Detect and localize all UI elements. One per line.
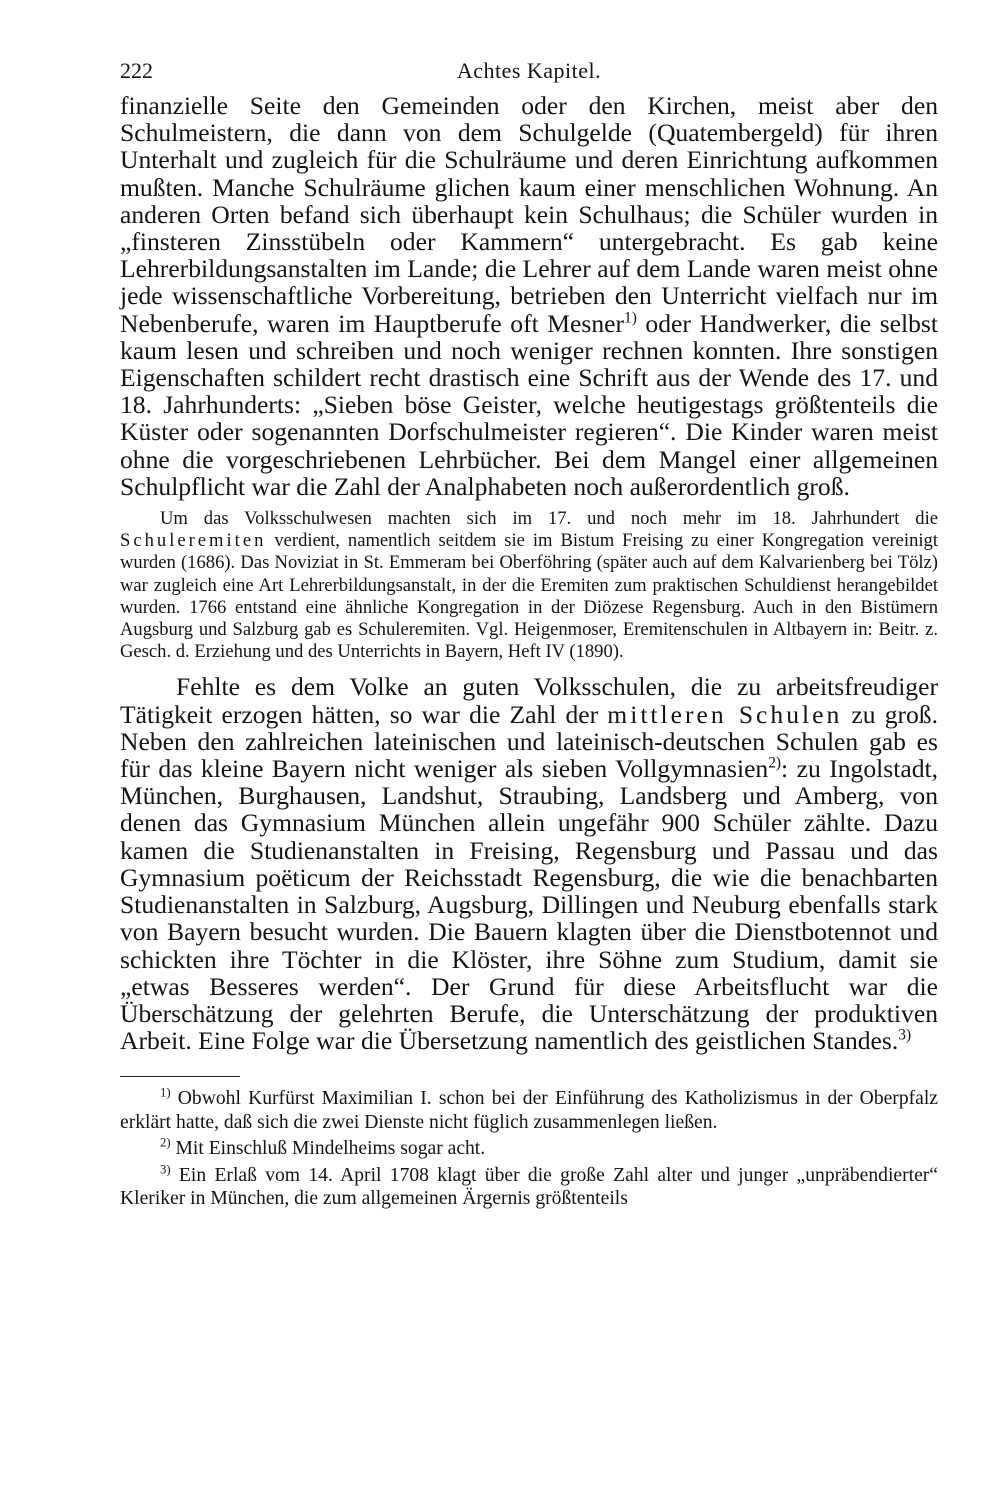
paragraph-text: verdient, namentlich seitdem sie im Bistum Freising zu einer Kongregation vereinigt wurden (1686). Das Noviziat in St. Emmeram bei Oberföhring (später auch auf dem Kalvarienberg bei Tölz) war zugleich eine Art Lehrerbildungsanstalt, in der die Eremiten zum praktischen Schuldienst herangebildet wurden. 1766 entstand eine ähnliche Kongregation in der Diözese Regensburg. Auch in den Bistümern Augsburg und Salzburg gab es Schuleremiten. Vgl. Heigenmoser, Eremitenschulen in Altbayern in: Beitr. z. Gesch. d. Erziehung und des Unterrichts in Bayern, Heft IV (1890).	[120, 530, 938, 663]
small-print-paragraph	[120, 508, 938, 663]
footnote-marker: 1)	[160, 1085, 171, 1100]
body-paragraph-2	[120, 673, 938, 1054]
footnote-text: Obwohl Kurfürst Maximilian I. schon bei der Einführung des Katholizismus in der Oberpfalz erklärt hatte, daß sich die zwei Dienste nicht füglich zusammenlegen ließen.	[120, 1088, 938, 1133]
footnote-marker: 2)	[160, 1135, 171, 1150]
book-page	[120, 58, 938, 1213]
emphasized-term: Schuleremiten	[120, 530, 267, 552]
paragraph-text: Fehlte es dem Volke an guten Volksschulen, die zu arbeitsfreudiger Tätigkeit erzogen hätten, so war die Zahl der	[120, 672, 938, 729]
footnote-text: Mit Einschluß Mindelheims sogar acht.	[170, 1138, 486, 1160]
footnote-1	[120, 1087, 938, 1134]
paragraph-text: oder Handwerker, die selbst kaum lesen und schreiben und noch weniger rechnen konnten. Ihre sonstigen Eigenschaften schildert recht drastisch eine Schrift aus der Wende des 17. und 18. Jahrhunderts: „Sieben böse Geister, welche heutigestags größtenteils die Küster oder sogenannten Dorfschulmeister regieren“. Die Kinder waren meist ohne die vorgeschriebenen Lehrbücher. Bei dem Mangel einer allgemeinen Schulpflicht war die Zahl der Analphabeten noch außerordentlich groß.	[120, 308, 938, 501]
paragraph-text: : zu Ingolstadt, München, Burghausen, Landshut, Straubing, Landsberg und Amberg, von denen das Gymnasium München allein ungefähr 900 Schüler zählte. Dazu kamen die Studienanstalten in Freising, Regensburg und Passau und das Gymnasium poëticum der Reichsstadt Regensburg, die wie die benachbarten Studienanstalten in Salzburg, Augsburg, Dillingen und Neuburg ebenfalls stark von Bayern besucht wurden. Die Bauern klagten über die Dienstbotennot und schickten ihre Töchter in die Klöster, ihre Söhne zum Studium, damit sie „etwas Besseres werden“. Der Grund für diese Arbeitsflucht war die Überschätzung der gelehrten Berufe, die Unterschätzung der produktiven Arbeit. Eine Folge war die Übersetzung namentlich des geistlichen Standes.	[120, 754, 939, 1056]
page-number: 222	[120, 58, 153, 83]
paragraph-text: finanzielle Seite den Gemeinden oder den Kirchen, meist aber den Schulmeistern, die dann von dem Schulgelde (Quatembergeld) für ihren Unterhalt und zugleich für die Schulräume und deren Einrichtung aufkommen mußten. Manche Schulräume glichen kaum einer menschlichen Wohnung. An anderen Orten befand sich überhaupt kein Schulhaus; die Schüler wurden in „finsteren Zinsstübeln oder Kammern“ untergebracht. Es gab keine Lehrerbildungsanstalten im Lande; die Lehrer auf dem Lande waren meist ohne jede wissenschaftliche Vorbereitung, betrieben den Unterricht vielfach nur im Nebenberufe, waren im Hauptberufe oft Mesner	[120, 91, 938, 338]
paragraph-text: Um das Volksschulwesen machten sich im 17. und noch mehr im 18. Jahrhundert die	[160, 508, 938, 530]
body-paragraph-1	[120, 92, 938, 500]
emphasized-term: mittleren Schulen	[607, 699, 843, 729]
footnote-3	[120, 1164, 938, 1211]
footnotes	[120, 1087, 938, 1210]
paragraph-text: zu groß. Neben den zahlreichen lateinischen und lateinisch-deutschen Schulen gab es für das kleine Bayern nicht weniger als sieben Vollgymnasien	[120, 699, 939, 784]
footnote-reference-2: 2)	[768, 754, 782, 772]
footnote-marker: 3)	[160, 1162, 171, 1176]
page-header	[120, 58, 938, 92]
footnote-2	[120, 1137, 938, 1160]
footnote-reference-3: 3)	[898, 1026, 912, 1044]
footnote-divider	[120, 1076, 240, 1077]
running-head: Achtes Kapitel.	[456, 58, 602, 83]
footnote-reference-1: 1)	[624, 309, 637, 327]
footnote-text: Ein Erlaß vom 14. April 1708 klagt über die große Zahl alter und junger „unpräbendierter“ Kleriker in München, die zum allgemeinen Ärgernis größtenteils	[120, 1164, 938, 1209]
